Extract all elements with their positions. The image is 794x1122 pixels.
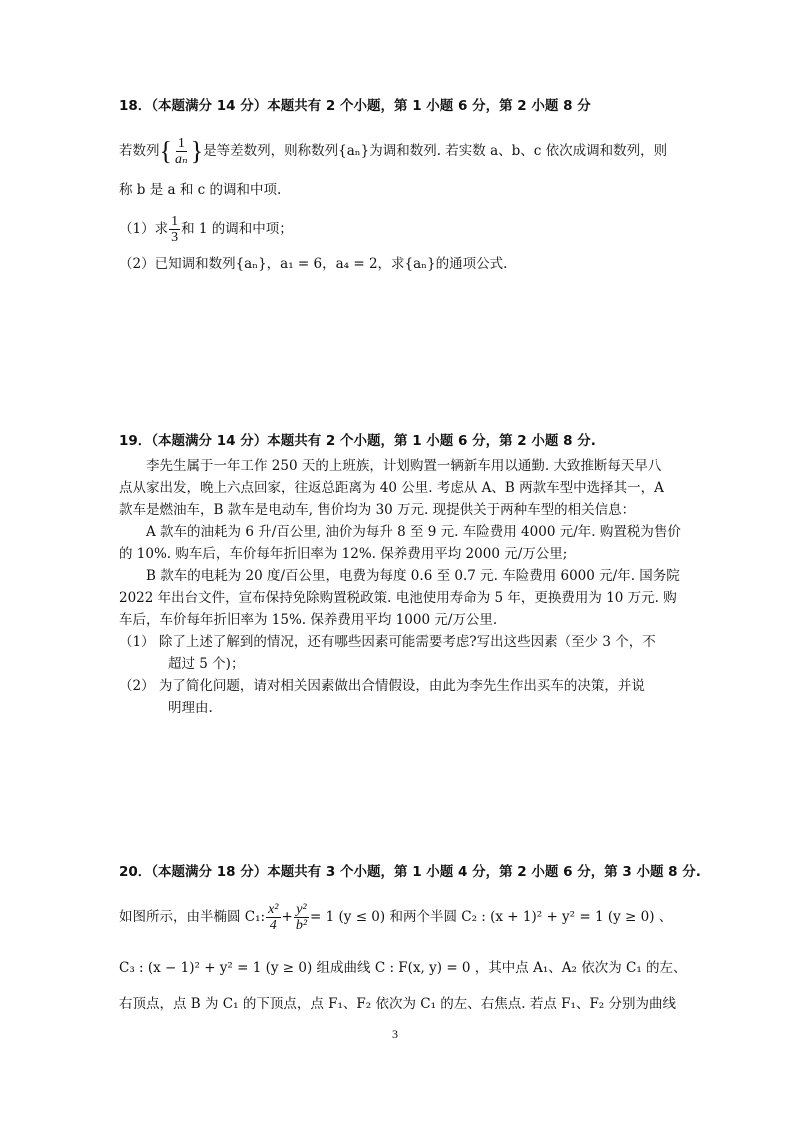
fraction-denominator: b² [295, 918, 308, 933]
ellipse-fraction-x [266, 902, 280, 933]
item1-text-b: 和 1 的调和中项； [181, 221, 293, 237]
item1-fraction [169, 214, 180, 245]
fraction-numerator: 1 [171, 214, 179, 229]
q19-line-2: 点从家出发，晚上六点回家，往返总距离为 40 公里. 考虑从 A、B 两款车型中选择其一，A [119, 480, 664, 496]
q20-line-1 [119, 902, 672, 933]
left-brace-icon: { [159, 136, 172, 166]
q18-fraction [173, 136, 190, 167]
q18-definition-line [119, 136, 667, 167]
fraction-denominator: 3 [171, 230, 179, 245]
fraction-denominator: aₙ [174, 152, 188, 167]
fraction-numerator: y² [296, 902, 307, 917]
q18-item-1 [119, 214, 293, 245]
ellipse-fraction-y [294, 902, 309, 933]
q18-item-2: （2）已知调和数列{aₙ}，a₁ = 6，a₄ = 2，求{aₙ}的通项公式. [119, 256, 508, 272]
q19-header: 19．（本题满分 14 分）本题共有 2 个小题，第 1 小题 6 分，第 2 小题 8 分. [119, 433, 596, 449]
fraction-denominator: 4 [269, 918, 277, 933]
q18-text-a: 若数列 [119, 143, 160, 159]
fraction-numerator: x² [268, 902, 279, 917]
q19-line-4: A 款车的油耗为 6 升/百公里, 油价为每升 8 至 9 元. 车险费用 4000 元/年. 购置税为售价 [146, 524, 681, 540]
q20-text-a: 如图所示，由半椭圆 C₁: [119, 909, 266, 925]
q19-item-2: （2） 为了简化问题，请对相关因素做出合情假设，由此为李先生作出买车的决策，并说 [119, 678, 645, 694]
q19-item-2-cont: 明理由. [168, 700, 213, 716]
q19-line-6: B 款车的电耗为 20 度/百公里，电费为每度 0.6 至 0.7 元. 车险费用 6000 元/年. 国务院 [146, 568, 680, 584]
q20-line-2: C₃ : (x − 1)² + y² = 1 (y ≥ 0) 组成曲线 C : F(x, y) = 0 ，其中点 A₁、A₂ 依次为 C₁ 的左、 [119, 960, 687, 976]
right-brace-icon: } [190, 136, 204, 166]
q19-item-1: （1） 除了上述了解到的情况，还有哪些因素可能需要考虑?写出这些因素（至少 3 个，不 [119, 634, 656, 650]
q19-line-7: 2022 年出台文件，宣布保持免除购置税政策. 电池使用寿命为 5 年，更换费用为 10 万元. 购 [119, 590, 677, 606]
q19-line-8: 车后，车价每年折旧率为 15%. 保养费用平均 1000 元/万公里. [119, 612, 498, 628]
q20-header: 20．（本题满分 18 分）本题共有 3 个小题，第 1 小题 4 分，第 2 小题 6 分，第 3 小题 8 分. [119, 864, 701, 880]
q19-line-5: 的 10%. 购车后，车价每年折旧率为 12%. 保养费用平均 2000 元/万公里; [119, 546, 568, 562]
q18-line-2: 称 b 是 a 和 c 的调和中项. [119, 182, 282, 198]
q19-line-1: 李先生属于一年工作 250 天的上班族，计划购置一辆新车用以通勤. 大致推断每天早八 [146, 458, 662, 474]
fraction-numerator: 1 [177, 136, 185, 151]
q19-line-3: 款车是燃油车，B 款车是电动车, 售价均为 30 万元. 现提供关于两种车型的相关信息： [119, 502, 636, 518]
q20-line-3: 右顶点，点 B 为 C₁ 的下顶点，点 F₁、F₂ 依次为 C₁ 的左、右焦点. 若点 F₁、F₂ 分别为曲线 [119, 996, 677, 1012]
q18-text-b: 是等差数列，则称数列{aₙ}为调和数列. 若实数 a、b、c 依次成调和数列，则 [203, 143, 668, 159]
q19-item-1-cont: 超过 5 个)； [168, 656, 245, 672]
page-number: 3 [392, 1027, 398, 1041]
q18-header: 18．（本题满分 14 分）本题共有 2 个小题，第 1 小题 6 分，第 2 小题 8 分 [119, 98, 591, 114]
item1-text-a: （1）求 [119, 221, 169, 237]
q20-text-b: = 1 (y ≤ 0) 和两个半圆 C₂ : (x + 1)² + y² = 1 (y ≥ 0) 、 [310, 909, 673, 925]
plus-sign: + [281, 909, 293, 925]
